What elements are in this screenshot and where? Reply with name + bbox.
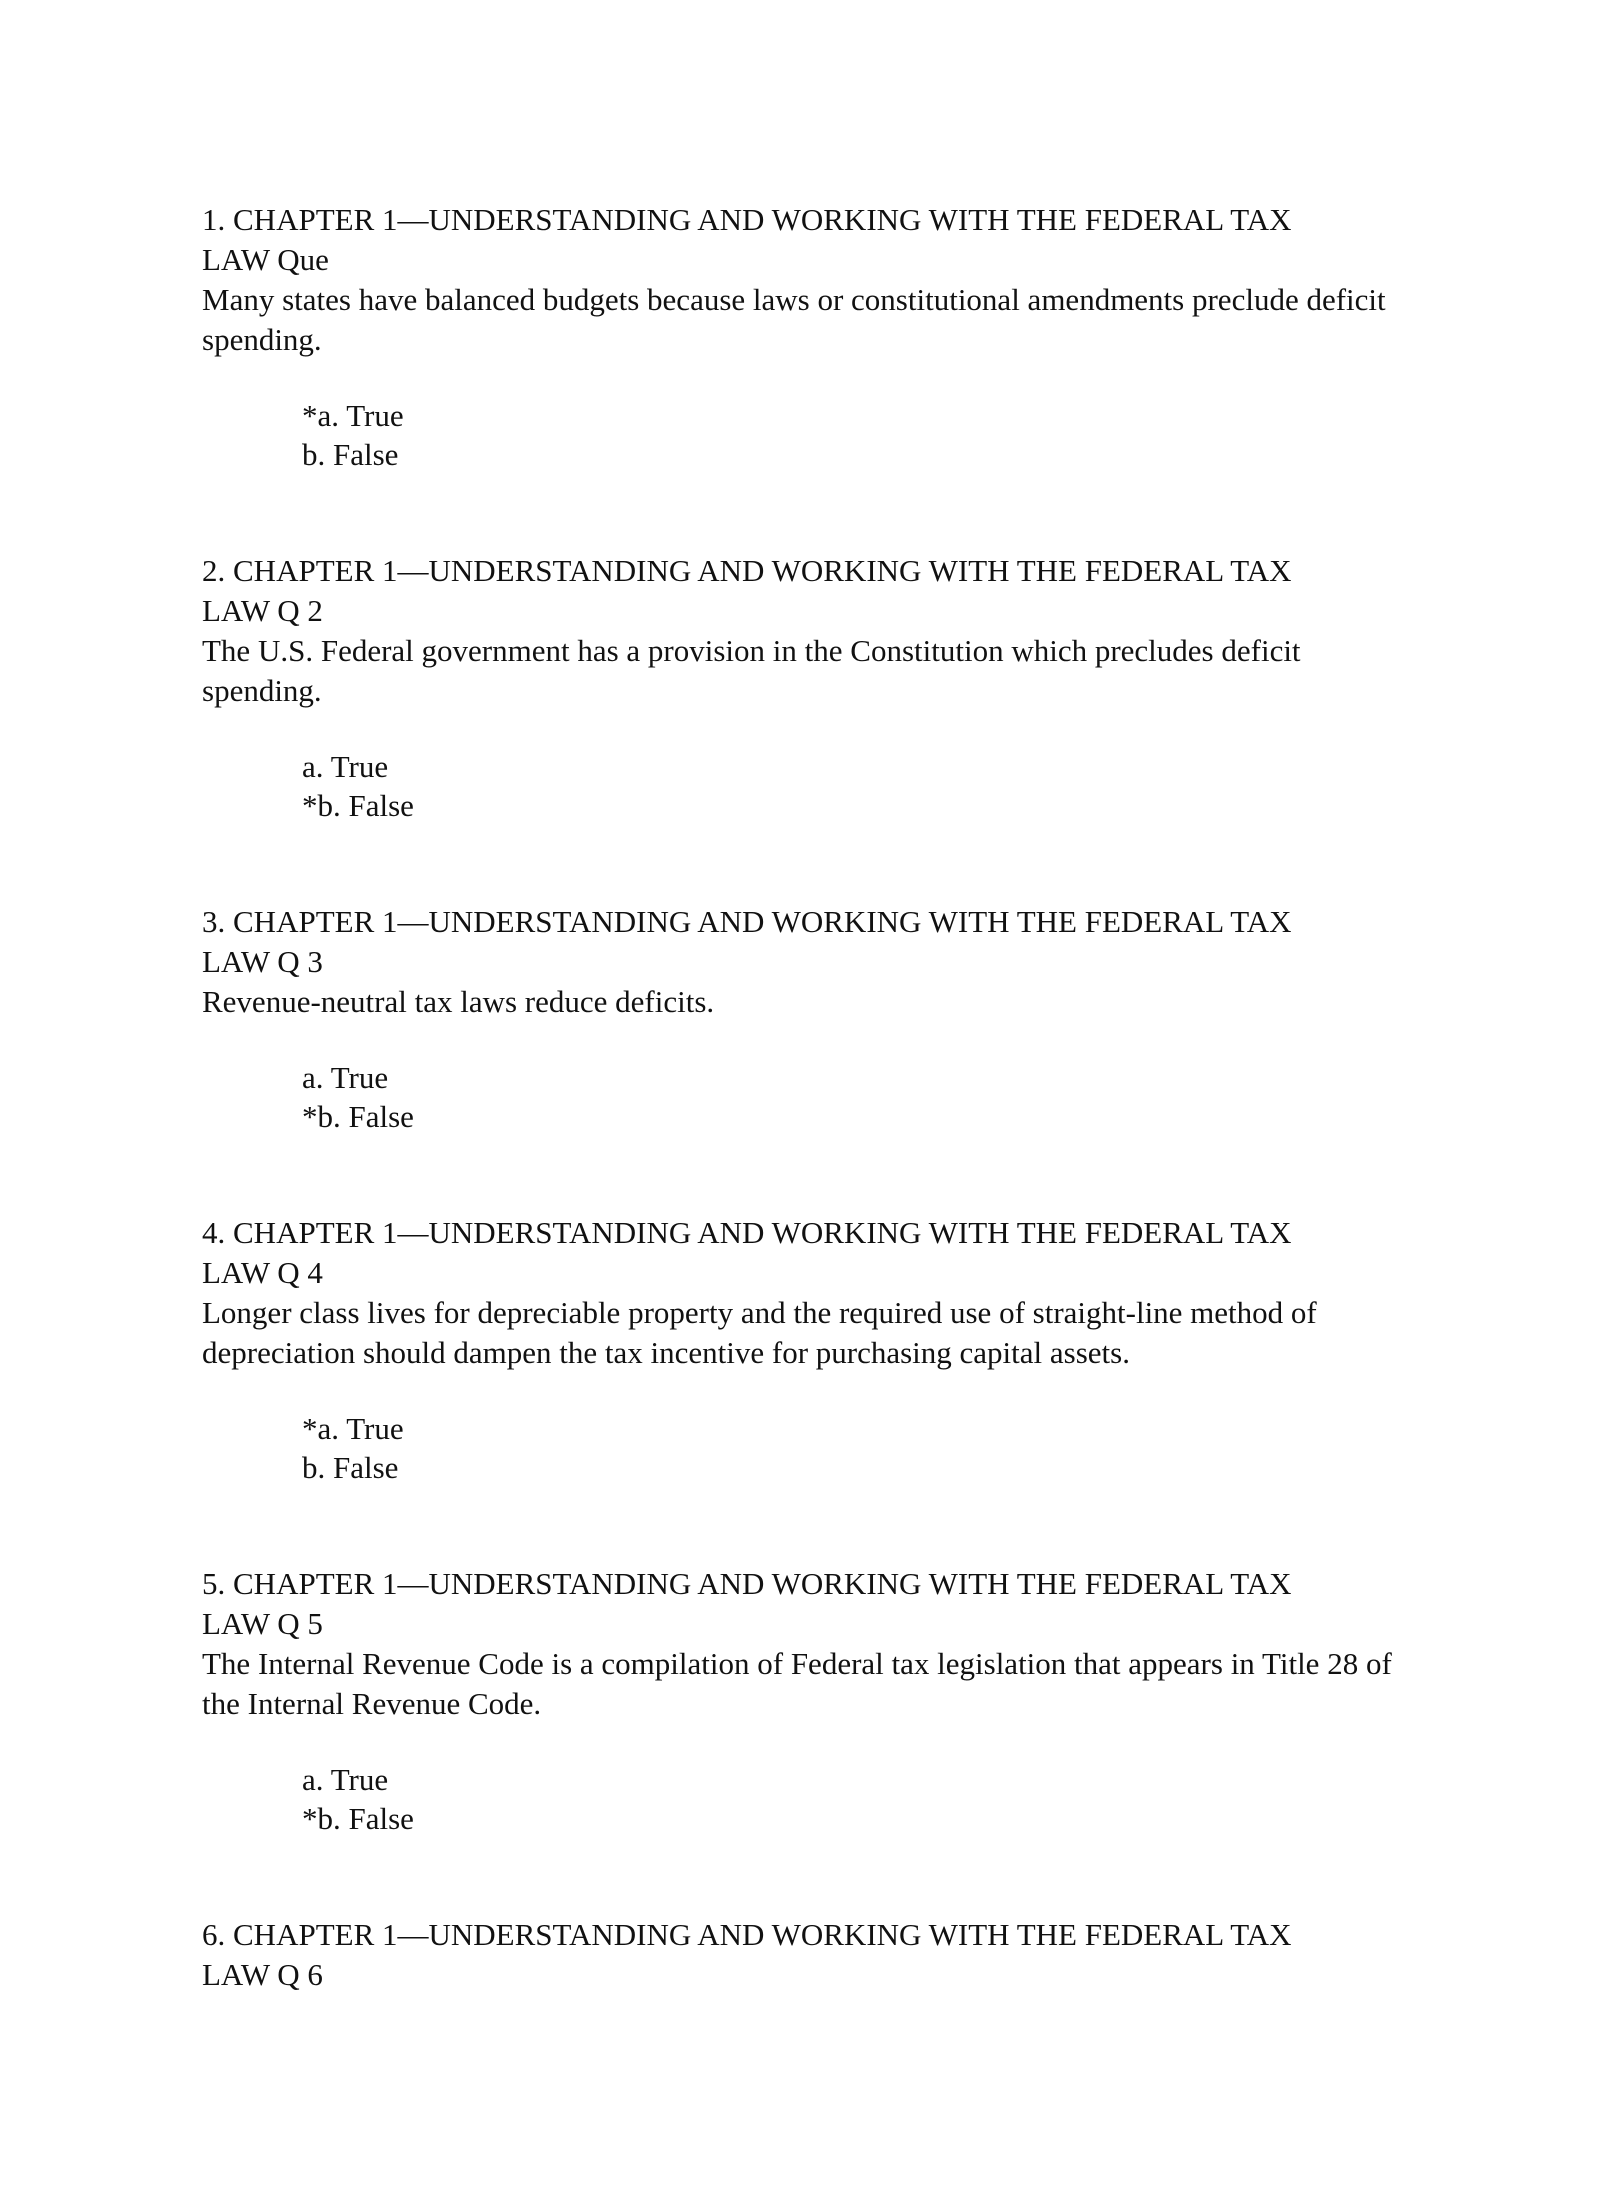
question-header: [202, 551, 1402, 631]
answer-choices: [302, 396, 1402, 474]
question-6: [202, 1915, 1402, 1995]
question-text: Longer class lives for depreciable property and the required use of straight-line method of depreciation should dampen the tax incentive for purchasing capital assets.: [202, 1295, 1317, 1370]
choice-b: *b. False: [302, 1099, 414, 1134]
question-text: The Internal Revenue Code is a compilation of Federal tax legislation that appears in Title 28 of the Internal Revenue Code.: [202, 1646, 1392, 1721]
question-list: [202, 200, 1402, 1995]
question-5: [202, 1564, 1402, 1838]
question-header-line2: LAW Q 3: [202, 944, 323, 979]
answer-choices: [302, 1058, 1402, 1136]
choice-a: a. True: [302, 1762, 389, 1797]
choice-b: *b. False: [302, 788, 414, 823]
question-header-line1: 4. CHAPTER 1—UNDERSTANDING AND WORKING WITH THE FEDERAL TAX: [202, 1215, 1292, 1250]
choice-a: *a. True: [302, 398, 404, 433]
question-header-line1: 1. CHAPTER 1—UNDERSTANDING AND WORKING WITH THE FEDERAL TAX: [202, 202, 1292, 237]
question-header: [202, 1564, 1402, 1644]
question-header: [202, 200, 1402, 280]
question-header: [202, 902, 1402, 982]
choice-a: *a. True: [302, 1411, 404, 1446]
question-header-line2: LAW Q 6: [202, 1957, 323, 1992]
question-header: [202, 1915, 1402, 1995]
answer-choices: [302, 1760, 1402, 1838]
choice-a: a. True: [302, 749, 389, 784]
question-2: [202, 551, 1402, 825]
question-text: Revenue-neutral tax laws reduce deficits.: [202, 984, 715, 1019]
question-4: [202, 1213, 1402, 1487]
question-header-line1: 5. CHAPTER 1—UNDERSTANDING AND WORKING WITH THE FEDERAL TAX: [202, 1566, 1292, 1601]
question-text: Many states have balanced budgets because laws or constitutional amendments preclude deficit spending.: [202, 282, 1386, 357]
question-header-line1: 2. CHAPTER 1—UNDERSTANDING AND WORKING WITH THE FEDERAL TAX: [202, 553, 1292, 588]
question-header-line1: 3. CHAPTER 1—UNDERSTANDING AND WORKING WITH THE FEDERAL TAX: [202, 904, 1292, 939]
choice-b: b. False: [302, 1450, 399, 1485]
question-header-line2: LAW Q 2: [202, 593, 323, 628]
question-header-line2: LAW Q 5: [202, 1606, 323, 1641]
answer-choices: [302, 1409, 1402, 1487]
question-1: [202, 200, 1402, 474]
question-header: [202, 1213, 1402, 1293]
choice-b: b. False: [302, 437, 399, 472]
choice-b: *b. False: [302, 1801, 414, 1836]
question-text: The U.S. Federal government has a provision in the Constitution which precludes deficit spending.: [202, 633, 1301, 708]
question-header-line2: LAW Que: [202, 242, 329, 277]
choice-a: a. True: [302, 1060, 389, 1095]
question-header-line1: 6. CHAPTER 1—UNDERSTANDING AND WORKING WITH THE FEDERAL TAX: [202, 1917, 1292, 1952]
answer-choices: [302, 747, 1402, 825]
question-3: [202, 902, 1402, 1136]
question-header-line2: LAW Q 4: [202, 1255, 323, 1290]
